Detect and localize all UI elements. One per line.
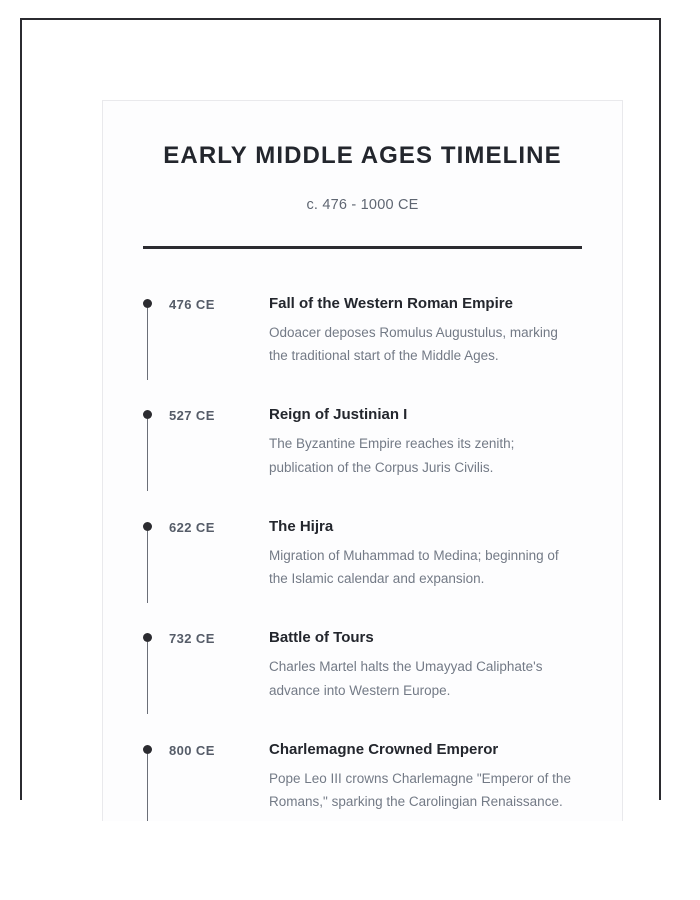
- timeline-list: [143, 289, 582, 813]
- page-subtitle: c. 476 - 1000 CE: [306, 197, 419, 213]
- timeline-entry-date: 527 CE: [169, 408, 215, 424]
- timeline-card: [102, 100, 623, 821]
- timeline-entry-description: Odoacer deposes Romulus Augustulus, marking the traditional start of the Middle Ages.: [269, 325, 558, 364]
- timeline-entry-body: [269, 512, 582, 590]
- timeline-marker: [143, 735, 169, 813]
- timeline-marker: [143, 623, 169, 701]
- timeline-dot-icon: [143, 745, 152, 754]
- timeline-entry-title: Reign of Justinian I: [269, 406, 408, 424]
- timeline-entry-description: Migration of Muhammad to Medina; beginning of the Islamic calendar and expansion.: [269, 547, 559, 587]
- timeline-entry-title: Charlemagne Crowned Emperor: [269, 740, 499, 758]
- page-frame: [20, 18, 661, 809]
- timeline-marker: [143, 400, 169, 478]
- timeline-entry-body: [269, 735, 582, 813]
- timeline-entry-title: The Hijra: [269, 517, 334, 535]
- timeline-entry[interactable]: [143, 512, 582, 590]
- timeline-connector-line: [147, 308, 148, 380]
- timeline-entry-title: Fall of the Western Roman Empire: [269, 295, 513, 312]
- timeline-connector-line: [147, 531, 148, 603]
- timeline-dot-icon: [143, 299, 152, 308]
- timeline-connector-line: [147, 754, 148, 821]
- timeline-entry[interactable]: [143, 735, 582, 813]
- timeline-connector-line: [147, 642, 148, 714]
- timeline-entry[interactable]: [143, 623, 582, 701]
- timeline-entry-date: 476 CE: [169, 297, 215, 312]
- timeline-entry-date: 622 CE: [169, 519, 215, 535]
- timeline-entry-body: [269, 289, 582, 367]
- timeline-entry[interactable]: [143, 400, 582, 478]
- page-title: EARLY MIDDLE AGES TIMELINE: [163, 142, 562, 169]
- timeline-entry-title: Battle of Tours: [269, 629, 374, 647]
- title-divider: [143, 246, 582, 249]
- timeline-entry-body: [269, 623, 582, 701]
- timeline-dot-icon: [143, 522, 152, 531]
- timeline-entry[interactable]: [143, 289, 582, 367]
- timeline-marker: [143, 512, 169, 590]
- card-content: [103, 101, 622, 813]
- timeline-entry-description: The Byzantine Empire reaches its zenith; publication of the Corpus Juris Civilis.: [269, 436, 515, 475]
- timeline-entry-date: 800 CE: [169, 742, 215, 758]
- timeline-entry-body: [269, 400, 582, 478]
- timeline-marker: [143, 289, 169, 367]
- timeline-entry-date: 732 CE: [169, 631, 215, 647]
- timeline-dot-icon: [143, 410, 152, 419]
- timeline-dot-icon: [143, 633, 152, 642]
- timeline-entry-description: Charles Martel halts the Umayyad Caliphate's advance into Western Europe.: [269, 659, 543, 698]
- timeline-connector-line: [147, 419, 148, 491]
- timeline-entry-description: Pope Leo III crowns Charlemagne "Emperor of the Romans," sparking the Carolingian Renaissance.: [269, 770, 571, 809]
